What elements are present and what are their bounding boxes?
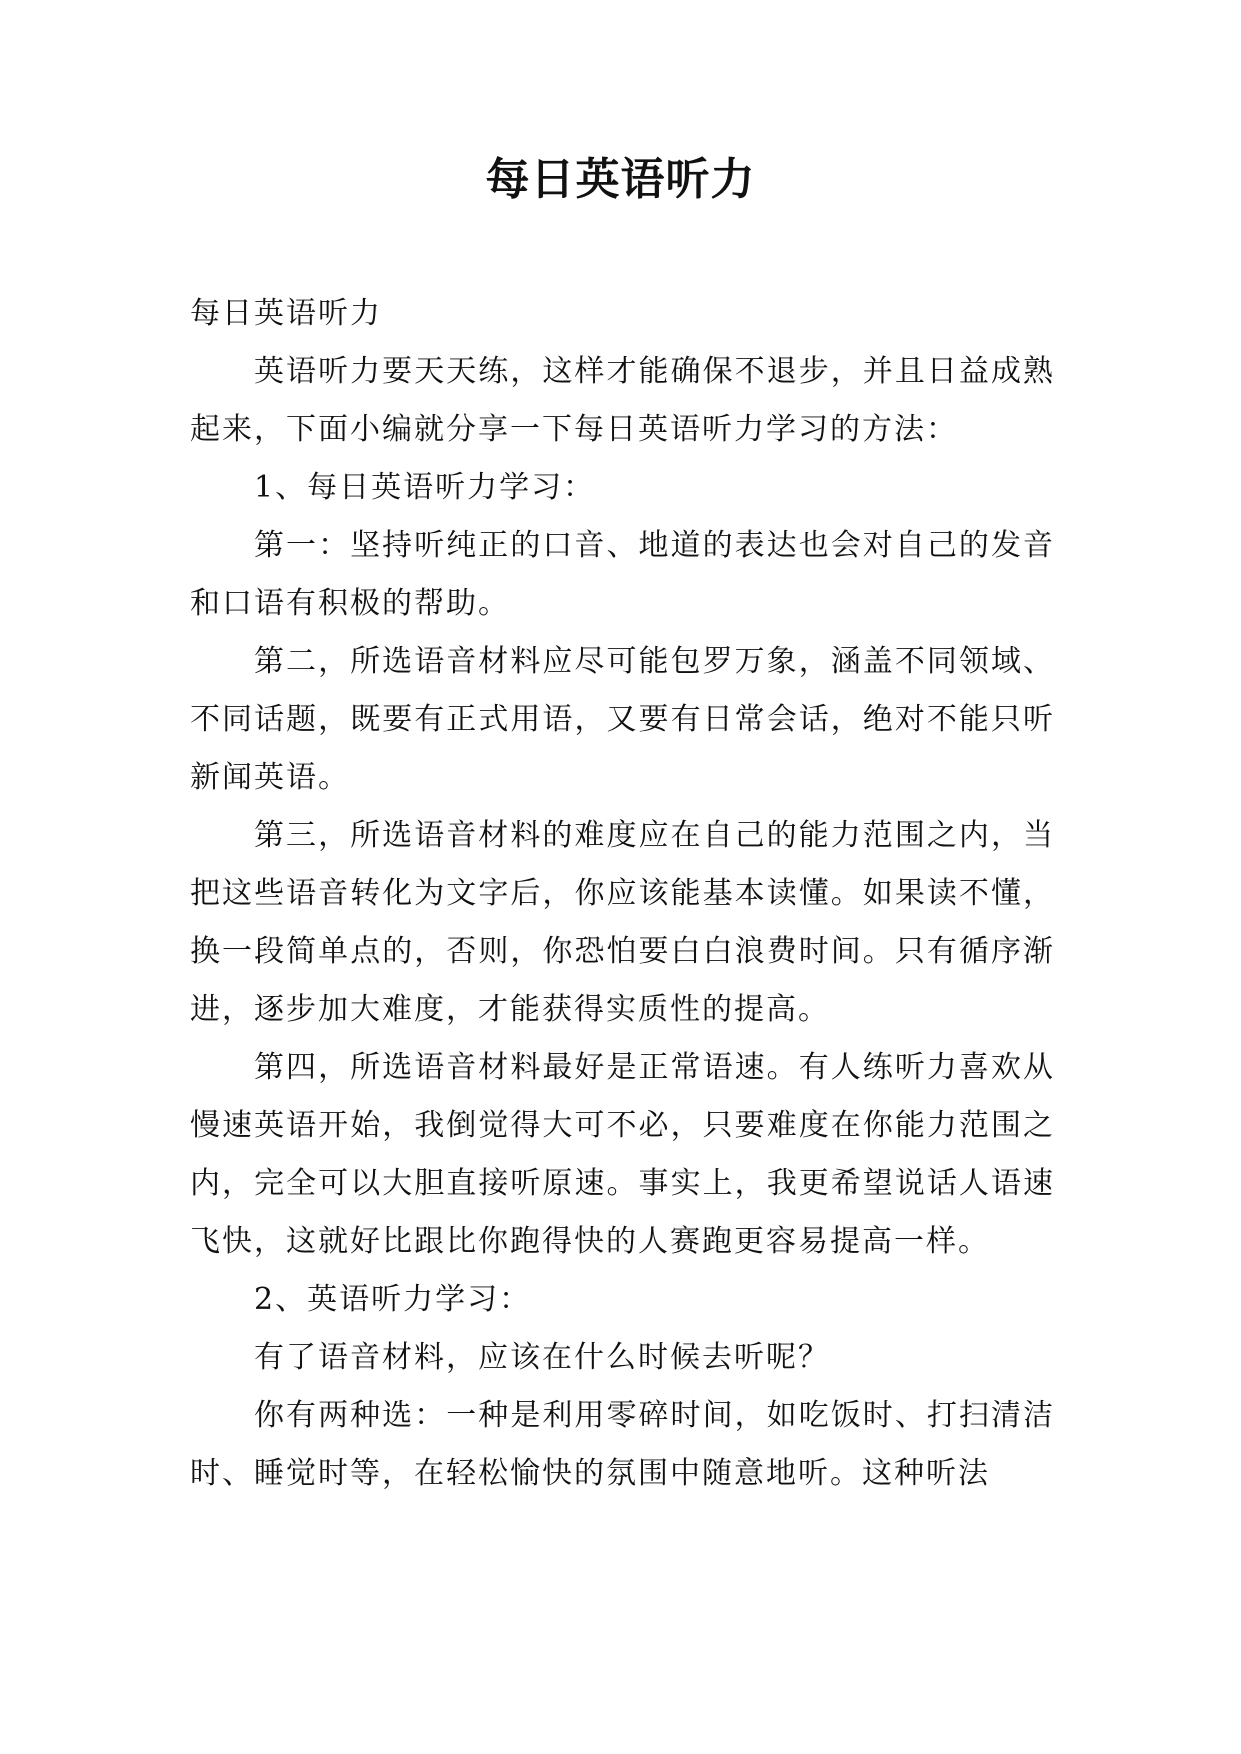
paragraph-point-4: 第四，所选语音材料最好是正常语速。有人练听力喜欢从慢速英语开始，我倒觉得大可不必，只要难度在你能力范围之内，完全可以大胆直接听原速。事实上，我更希望说话人语速飞快，这就好比跟比你跑得快的人赛跑更容易提高一样。 xyxy=(190,1050,1055,1259)
paragraph-question: 有了语音材料，应该在什么时候去听呢？ xyxy=(254,1340,830,1375)
paragraph-intro: 英语听力要天天练，这样才能确保不退步，并且日益成熟起来，下面小编就分享一下每日英语听力学习的方法： xyxy=(190,354,1055,447)
paragraph-point-3: 第三，所选语音材料的难度应在自己的能力范围之内，当把这些语音转化为文字后，你应该能基本读懂。如果读不懂，换一段简单点的，否则，你恐怕要白白浪费时间。只有循序渐进，逐步加大难度，才能获得实质性的提高。 xyxy=(190,818,1055,1027)
document-body xyxy=(190,285,1055,1503)
document-title: 每日英语听力 xyxy=(485,154,756,205)
paragraph-heading: 每日英语听力 xyxy=(190,296,382,331)
paragraph-point-2: 第二，所选语音材料应尽可能包罗万象，涵盖不同领域、不同话题，既要有正式用语，又要有日常会话，绝对不能只听新闻英语。 xyxy=(190,644,1055,795)
paragraph-point-1: 第一：坚持听纯正的口音、地道的表达也会对自己的发音和口语有积极的帮助。 xyxy=(190,528,1055,621)
paragraph-options: 你有两种选：一种是利用零碎时间，如吃饭时、打扫清洁时、睡觉时等，在轻松愉快的氛围中随意地听。这种听法 xyxy=(190,1398,1055,1491)
section-heading-2: 2、英语听力学习： xyxy=(254,1282,532,1317)
section-heading-1: 1、每日英语听力学习： xyxy=(254,470,596,505)
